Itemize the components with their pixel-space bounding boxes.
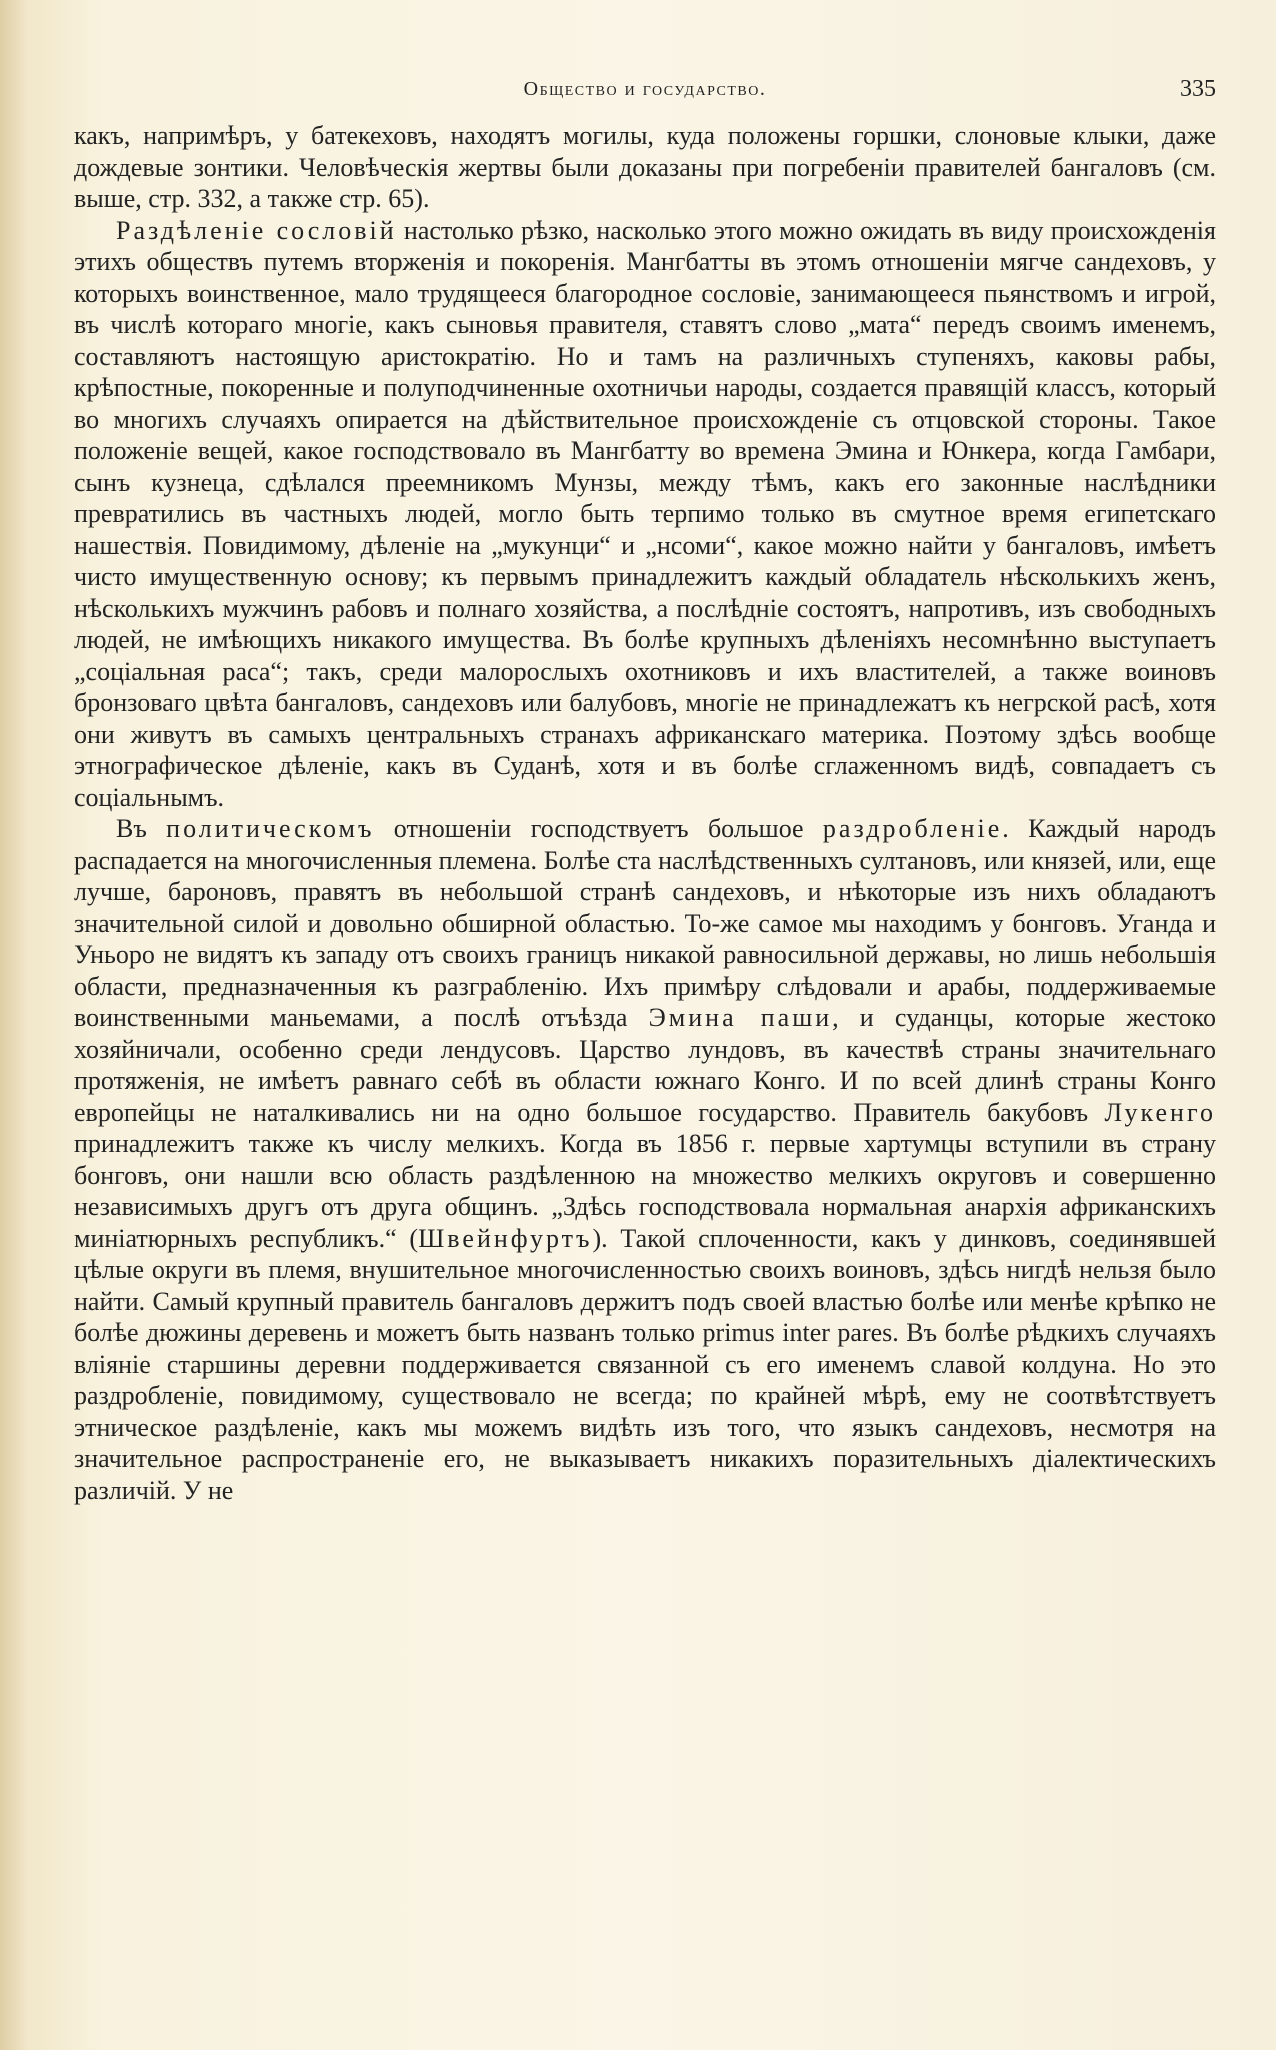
page-edge-shadow	[0, 0, 28, 2050]
emphasis-lukengo: Лукенго	[1104, 1097, 1216, 1127]
page-header	[74, 70, 1216, 112]
paragraph-3-text-4: ). Такой сплоченности, какъ у динковъ, соединявшей цѣлые округи въ племя, внушительное многочисленностью своихъ воиновъ, здѣсь нигдѣ нельзя было найти. Самый крупный правитель бангаловъ держитъ подъ своей властью болѣе или менѣе крѣпко не болѣе дюжины деревень и можетъ быть названъ только primus inter pares. Въ болѣе рѣдкихъ случаяхъ вліяніе старшины деревни поддерживается связанной съ его именемъ славой колдуна. Но это раздробленіе, повидимому, существовало не всегда; по крайней мѣрѣ, ему не соотвѣтствуетъ этническое раздѣленіе, какъ мы можемъ видѣть изъ того, что языкъ сандеховъ, несмотря на значительное распространеніе его, не выказываетъ никакихъ поразительныхъ діалектическихъ различій. У не	[74, 1223, 1216, 1505]
paragraph-1: какъ, напримѣръ, у батекеховъ, находятъ могилы, куда положены горшки, слоновые клыки, даже дождевые зонтики. Человѣческія жертвы были доказаны при погребеніи правителей бангаловъ (см. выше, стр. 332, а также стр. 65).	[74, 121, 1216, 213]
running-head: Общество и государство.	[523, 78, 767, 100]
page-number: 335	[1180, 76, 1216, 102]
emphasis-schweinfurth: Швейнфуртъ	[418, 1223, 593, 1253]
paragraph-3-mid: отношеніи господствуетъ большое	[374, 814, 823, 843]
paragraph-3-text: . Каждый народъ распадается на многочисленныя племена. Болѣе ста наслѣдственныхъ султановъ, или князей, или, еще лучше, бароновъ, правятъ въ небольшой странѣ сандеховъ, и нѣкоторые изъ нихъ обладаютъ значительной силой и довольно обширной областью. То-же самое мы находимъ у бонговъ. Уганда и Уньоро не видятъ къ западу отъ своихъ границъ никакой равносильной державы, но лишь небольшія области, предназначенныя къ разграбленію. Ихъ примѣру слѣдовали и арабы, поддерживаемые воинственными маньемами, а послѣ отъѣзда	[74, 814, 1216, 1032]
paragraph-3-text-3: принадлежитъ также къ числу мелкихъ. Когда въ 1856 г. первые хартумцы вступили въ страну бонговъ, они нашли всю область раздѣленною на множество мелкихъ округовъ и совершенно независимыхъ другъ отъ друга общинъ. „Здѣсь господствовала нормальная анархія африканскихъ миніатюрныхъ республикъ.“ (	[74, 1129, 1216, 1253]
paragraph-2-text: настолько рѣзко, насколько этого можно ожидать въ виду происхожденія этихъ обществъ путемъ вторженія и покоренія. Мангбатты въ этомъ отношеніи мягче сандеховъ, у которыхъ воинственное, мало трудящееся благородное сословіе, занимающееся пьянствомъ и игрой, въ числѣ котораго многіе, какъ сыновья правителя, ставятъ слово „мата“ передъ своимъ именемъ, составляютъ настоящую аристократію. Но и тамъ на различныхъ ступеняхъ, каковы рабы, крѣпостные, покоренные и полуподчиненные охотничьи народы, создается правящій классъ, который во многихъ случаяхъ опирается на дѣйствительное происхожденіе съ отцовской стороны. Такое положеніе вещей, какое господствовало въ Мангбатту во времена Эмина и Юнкера, когда Гамбари, сынъ кузнеца, сдѣлался преемникомъ Мунзы, между тѣмъ, какъ его законные наслѣдники превратились въ частныхъ людей, могло быть терпимо только въ смутное время египетскаго нашествія. Повидимому, дѣленіе на „мукунци“ и „нсоми“, какое можно найти у бангаловъ, имѣетъ чисто имущественную основу; къ первымъ принадлежитъ каждый обладатель нѣсколькихъ женъ, нѣсколькихъ мужчинъ рабовъ и полнаго хозяйства, а послѣдніе состоятъ, напротивъ, изъ свободныхъ людей, не имѣющихъ никакого имущества. Въ болѣе крупныхъ дѣленіяхъ несомнѣнно выступаетъ „соціальная раса“; такъ, среди малорослыхъ охотниковъ и ихъ властителей, а также воиновъ бронзоваго цвѣта бангаловъ, сандеховъ или балубовъ, многіе не принадлежатъ къ негрской расѣ, хотя они живутъ въ самыхъ центральныхъ странахъ африканскаго материка. Поэтому здѣсь вообще этнографическое дѣленіе, какъ въ Суданѣ, хотя и въ болѣе сглаженномъ видѣ, совпадаетъ съ соціальнымъ.	[74, 215, 1216, 812]
emphasis-estates-division: Раздѣленіе сословій	[116, 215, 397, 245]
body-text	[74, 120, 1216, 1506]
paragraph-3-text-2: , и суданцы, которые жестоко хозяйничали, особенно среди лендусовъ. Царство лундовъ, въ качествѣ страны значительнаго протяженія, не имѣетъ равнаго себѣ въ области южнаго Конго. И по всей длинѣ страны Конго европейцы не наталкивались ни на одно большое государство. Правитель бакубовъ	[74, 1003, 1216, 1127]
paragraph-2	[74, 215, 1216, 814]
emphasis-emin-pasha: Эмина паши	[648, 1003, 833, 1032]
emphasis-fragmentation: раздробленіе	[822, 814, 1003, 843]
emphasis-political: политическомъ	[166, 814, 375, 843]
paragraph-3	[74, 813, 1216, 1506]
paragraph-3-lead: Въ	[116, 814, 167, 843]
